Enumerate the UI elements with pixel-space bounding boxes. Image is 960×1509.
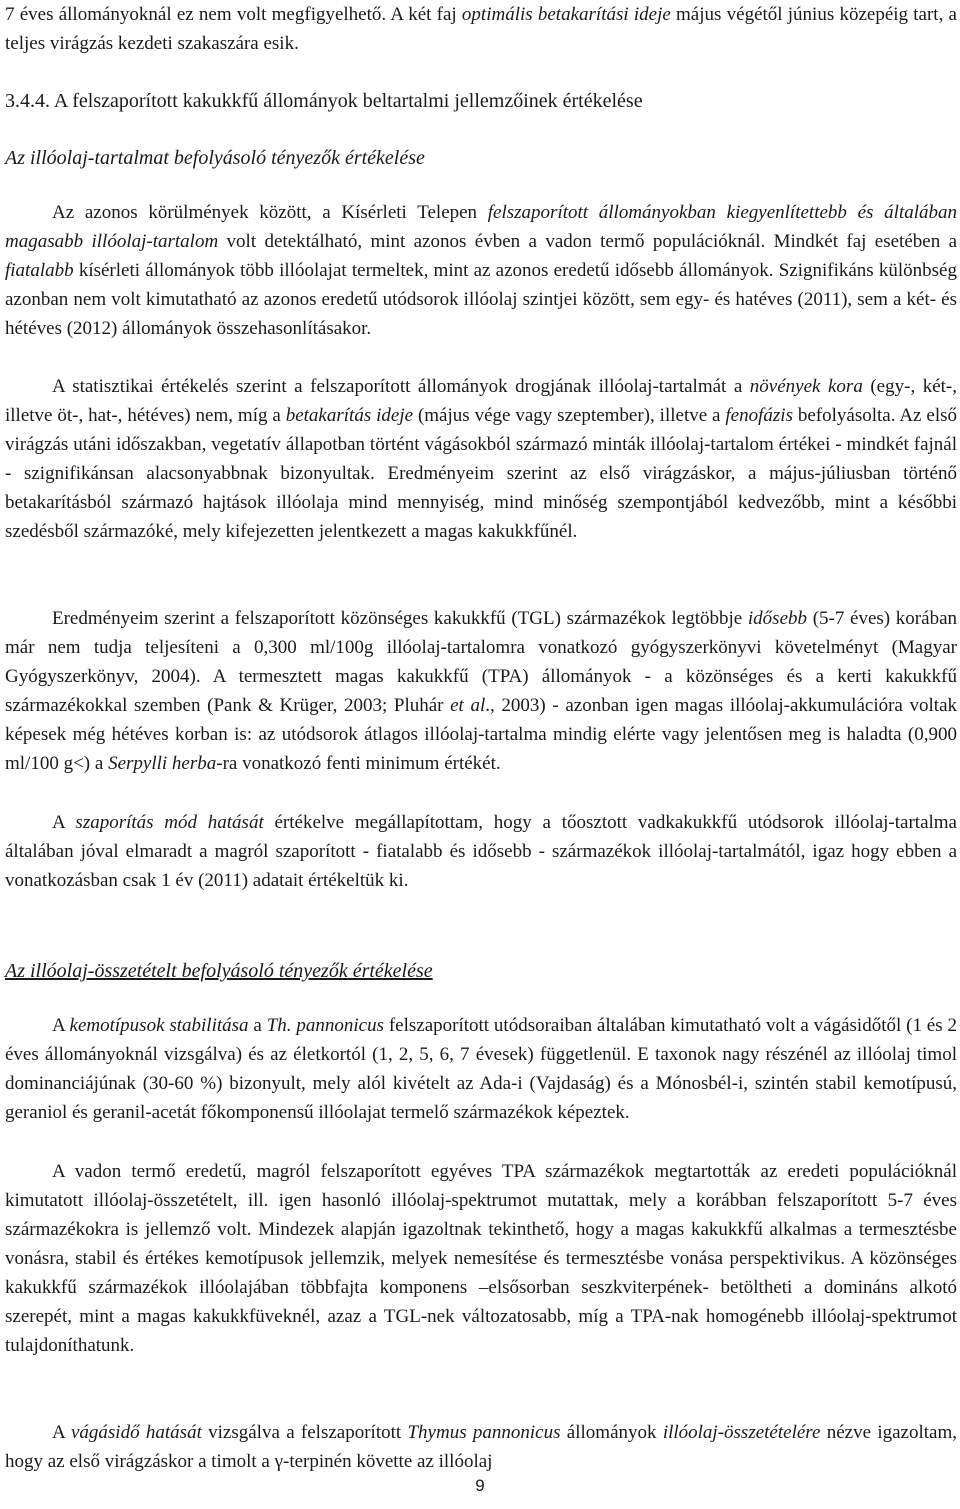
italic-text-run: növények kora [749,376,863,397]
italic-text-run: szaporítás mód hatását [75,812,264,833]
paragraph-1 [5,198,957,343]
italic-text-run: Thymus pannonicus [407,1422,561,1443]
text-run: felszaporított utódsoraiban általában kimutatható volt a vágásidőtől (1 és 2 éves állományoknál vizsgálva) és az életkortól (1, 2, 5, 6, 7 évesek) függetlenül. E taxonok nagy részénél az illóolaj timol dominanciájúnak (30-60 %) bizonyult, mely alól kivételt az Ada-i (Vajdaság) és a Mónosbél-i, szintén stabil kemotípusú, geraniol és geranil-acetát főkomponensű illóolajat termelő származékok képeztek. [5,1015,957,1123]
subheading-oil-composition: Az illóolaj-összetételt befolyásoló tényezők értékelése [5,960,433,982]
italic-text-run: vágásidő hatását [70,1422,202,1443]
italic-text-run: illóolaj-összetételére [662,1422,821,1443]
italic-text-run: et al [450,695,486,716]
text-run: május végétől június közepéig tart, a teljes virágzás kezdeti szakaszára esik. [5,4,957,54]
text-run: (egy-, két-, illetve öt-, hat-, hétéves) nem, míg a [5,376,958,426]
text-run: -ra vonatkozó fenti minimum értékét. [216,753,501,774]
text-run: kísérleti állományok több illóolajat termeltek, mint az azonos eredetű idősebb állományok. Szignifikáns különbség azonban nem volt kimutatható az azonos eredetű utódsorok illóolaj szintjei között, sem egy- és hatéves (2011), sem a két- és hétéves (2012) állományok összehasonlításakor. [5,260,957,339]
section-heading: 3.4.4. A felszaporított kakukkfű állományok beltartalmi jellemzőinek értékelése [5,90,643,112]
italic-text-run: kemotípusok stabilitása [69,1015,249,1036]
page-number: 9 [475,1476,485,1495]
text-run: állományok [560,1422,663,1443]
text-run: A vadon termő eredetű, magról felszaporított egyéves TPA származékok megtartották az eredeti populációknál kimutatott illóolaj-összetételt, ill. igen hasonló illóolaj-spektrumot mutattak, mely a korábban felszaporított 5-7 éves származékokra is jellemző volt. Mindezek alapján igazoltnak tekinthető, hogy a magas kakukkfű alkalmas a termesztésbe vonásra, stabil és értékes kemotípusok jellemzik, melyek nemesítése és termesztésbe vonása perspektivikus. A közönséges kakukkfű származékok illóolajában többfajta komponens –elsősorban seszkviterpének- betöltheti a domináns alkotó szerepét, mint a magas kakukkfüveknél, azaz a TGL-nek változatosabb, míg a TPA-nak homogénebb illóolaj-spektrumot tulajdoníthatunk. [5,1161,957,1356]
text-run: 7 éves állományoknál ez nem volt megfigyelhető. A két faj [5,4,462,25]
text-run: Az azonos körülmények között, a Kísérleti Telepen [52,202,488,223]
text-run: volt detektálható, mint azonos évben a vadon termő populációknál. Mindkét faj esetében a [218,231,957,252]
text-run: A statisztikai értékelés szerint a felszaporított állományok drogjának illóolaj-tartalmát a [52,376,750,397]
paragraph-3 [5,604,957,778]
text-run: A [52,812,76,833]
text-run: befolyásolta. Az első virágzás utáni időszakban, vegetatív állapotban történt vágásokból származó minták illóolaj-tartalom értékei - mindkét fajnál - szignifikánsan alacsonyabbnak bizonyultak. Eredményeim szerint az első virágzáskor, a május-júliusban történő betakarításból származó hajtások illóolaja mind mennyiség, mind minőség szempontjából kedvezőbb, mint a későbbi szedésből származóké, mely kifejezetten jelentkezett a magas kakukkfűnél. [5,405,958,542]
intro-paragraph [5,0,957,58]
text-run: nézve igazoltam, hogy az első virágzáskor a timolt a γ-terpinén követte az illóolaj [5,1422,957,1472]
text-run: A [52,1015,70,1036]
subheading-oil-content: Az illóolaj-tartalmat befolyásoló tényezők értékelése [5,147,425,169]
italic-text-run: optimális betakarítási ideje [461,4,671,25]
paragraph-6 [5,1157,957,1360]
italic-text-run: idősebb [747,608,807,629]
italic-text-run: Th. pannonicus [266,1015,384,1036]
text-run: Eredményeim szerint a felszaporított közönséges kakukkfű (TGL) származékok legtöbbje [52,608,748,629]
italic-text-run: fenofázis [725,405,793,426]
text-run: (5-7 éves) korában már nem tudja teljesíteni a 0,300 ml/100g illóolaj-tartalomra vonatkozó gyógyszerkönyvi követelményt (Magyar Gyógyszerkönyv, 2004). A termesztett magas kakukkfű (TPA) állományok - a közönséges és a kerti kakukkfű származékokkal szemben (Pank & Krüger, 2003; Pluhár [5,608,957,716]
italic-text-run: Serpylli herba [108,753,217,774]
paragraph-4 [5,808,957,895]
italic-text-run: felszaporított állományokban kiegyenlítettebb és általában magasabb illóolaj-tartalom [5,202,958,252]
text-run: értékelve megállapítottam, hogy a tőosztott vadkakukkfű utódsorok illóolaj-tartalma általában jóval elmaradt a magról szaporított - fiatalabb és idősebb - származékok illóolaj-tartalmától, igaz hogy ebben a vonatkozásban csak 1 év (2011) adatait értékeltük ki. [5,812,957,891]
italic-text-run: fiatalabb [5,260,74,281]
text-run: (május vége vagy szeptember), illetve a [413,405,726,426]
text-run: A [52,1422,71,1443]
text-run: ., 2003) - azonban igen magas illóolaj-akkumulációra voltak képesek még hétéves korban is: az utódsorok átlagos illóolaj-tartalma mindig elérte vagy jelentősen meg is haladta (0,900 ml/100 g<) a [5,695,957,774]
text-run: a [248,1015,267,1036]
paragraph-5 [5,1011,957,1127]
italic-text-run: betakarítás ideje [285,405,414,426]
text-run: vizsgálva a felszaporított [201,1422,408,1443]
paragraph-7 [5,1418,957,1476]
paragraph-2 [5,372,957,546]
